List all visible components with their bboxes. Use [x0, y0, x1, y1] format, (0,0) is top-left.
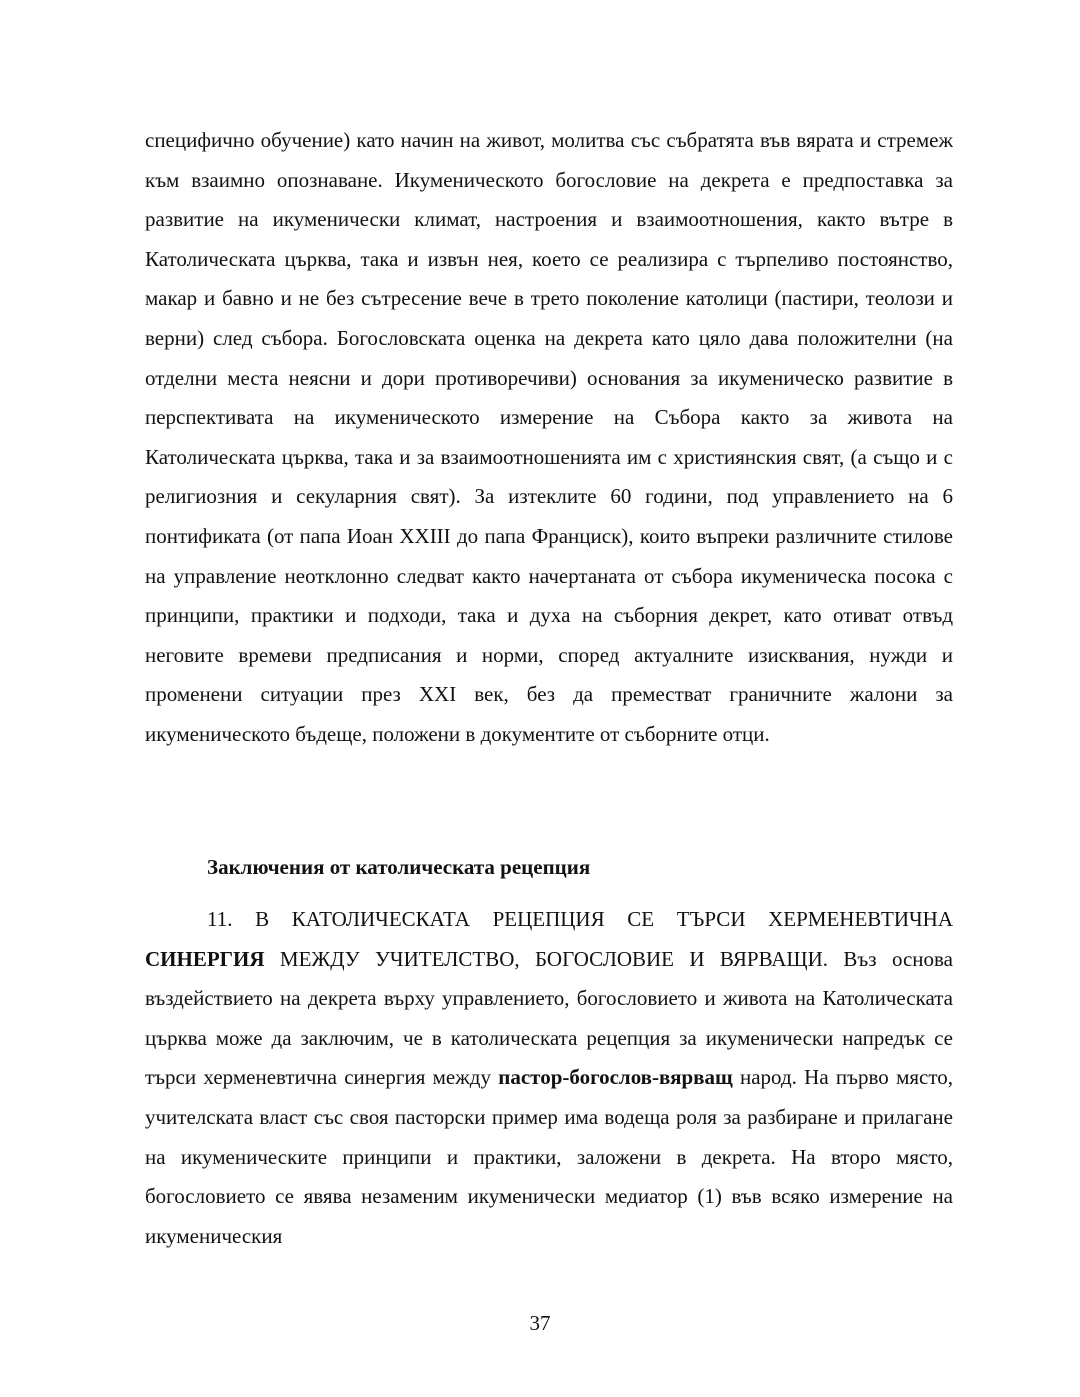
paragraph-text: народ. На първо място, учителската власт със своя пасторски пример има водеща роля за разбиране и прилагане на икуменическите принципи и практики, заложени в декрета. На второ място, богословието се явява незаменим икуменически медиатор (1) във всяко измерение на икуменическия [145, 1065, 953, 1248]
page-number: 37 [529, 1311, 551, 1335]
section-heading: Заключения от католическата рецепция [207, 855, 591, 879]
numbered-paragraph [145, 900, 953, 1256]
bold-term: СИНЕРГИЯ [145, 946, 265, 971]
bold-term: пастор-богослов-вярващ [498, 1065, 733, 1090]
body-paragraph: специфично обучение) като начин на живот, молитва със събратята във вярата и стремеж към взаимно опознаване. Икуменическото богословие на декрета е предпоставка за развитие на икуменически климат, настроения и взаимоотношения, както вътре в Католическата църква, така и извън нея, което се реализира с търпеливо постоянство, макар и бавно и не без сътресение вече в трето поколение католици (пастири, теолози и верни) след събора. Богословската оценка на декрета като цяло дава положителни (на отделни места неясни и дори противоречиви) основания за икуменическо развитие в перспективата на икуменическото измерение на Събора както за живота на Католическата църква, така и за взаимоотношенията им с християнския свят, (а също и с религиозния и секуларния свят). За изтеклите 60 години, под управлението на 6 понтификата (от папа Иоан XXIII до папа Франциск), които въпреки различните стилове на управление неотклонно следват както начертаната от събора икуменическа посока с принципи, практики и подходи, така и духа на съборния декрет, като отиват отвъд неговите времеви предписания и норми, според актуалните изисквания, нужди и променени ситуации през XXI век, без да преместват граничните жалони за икуменическото бъдеще, положени в документите от съборните отци. [145, 128, 953, 746]
paragraph-text: 11. В КАТОЛИЧЕСКАТА РЕЦЕПЦИЯ СЕ ТЪРСИ ХЕРМЕНЕВТИЧНА [207, 907, 953, 931]
paragraph-text: МЕЖДУ УЧИТЕЛСТВО, БОГОСЛОВИЕ И ВЯРВАЩИ. Въз основа въздействието на декрета върху управлението, богословието и живота на Католическата църква може да заключим, че в католическата рецепция за икуменически напредък се търси херменевтична синергия между [145, 946, 953, 1090]
